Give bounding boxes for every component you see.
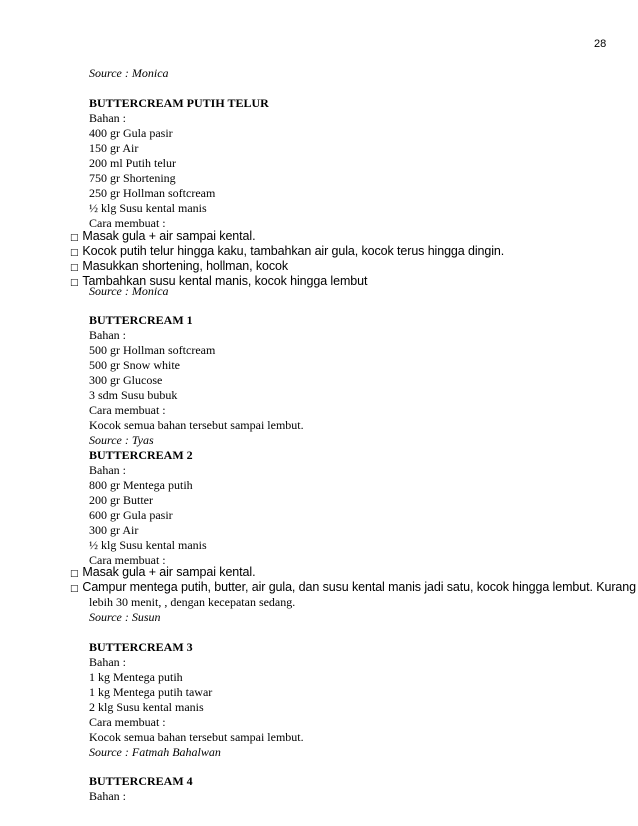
cara-label: Cara membuat : [89,216,166,230]
bullet-box-icon: □ [70,233,79,243]
ingredient-line: 500 gr Hollman softcream [89,343,216,357]
recipe-title: BUTTERCREAM 1 [89,313,193,327]
ingredient-line: 1 kg Mentega putih [89,670,183,684]
bahan-label: Bahan : [89,328,126,342]
ingredient-line: ½ klg Susu kental manis [89,538,207,552]
ingredient-line: 200 ml Putih telur [89,156,176,170]
recipe-title: BUTTERCREAM 3 [89,640,193,654]
ingredient-line: 300 gr Air [89,523,139,537]
bullet-box-icon: □ [70,248,79,258]
ingredient-line: ½ klg Susu kental manis [89,201,207,215]
step-text: Masukkan shortening, hollman, kocok [82,259,289,273]
step-text: Masak gula + air sampai kental. [82,229,256,243]
step-text: Tambahkan susu kental manis, kocok hingga lembut [82,274,368,288]
recipe-title: BUTTERCREAM 2 [89,448,193,462]
step-text: Campur mentega putih, butter, air gula, dan susu kental manis jadi satu, kocok hingga lembut. Kurang [82,580,636,594]
bullet-box-icon: □ [70,263,79,273]
bullet-box-icon: □ [70,278,79,288]
bahan-label: Bahan : [89,789,126,803]
source-line: Source : Tyas [89,433,154,447]
ingredient-line: 750 gr Shortening [89,171,176,185]
ingredient-line: 600 gr Gula pasir [89,508,173,522]
recipe-title: BUTTERCREAM PUTIH TELUR [89,96,269,110]
ingredient-line: 3 sdm Susu bubuk [89,388,178,402]
source-line: Source : Monica [89,66,169,80]
step-continuation: lebih 30 menit, , dengan kecepatan sedang. [89,595,296,609]
source-line: Source : Fatmah Bahalwan [89,745,221,759]
ingredient-line: 200 gr Butter [89,493,153,507]
page-number: 28 [594,38,607,50]
cara-label: Cara membuat : [89,403,166,417]
step-text: Masak gula + air sampai kental. [82,565,256,579]
ingredient-line: 300 gr Glucose [89,373,163,387]
bullet-box-icon: □ [70,584,79,594]
ingredient-line: 1 kg Mentega putih tawar [89,685,213,699]
bullet-box-icon: □ [70,569,79,579]
recipe-title: BUTTERCREAM 4 [89,774,193,788]
ingredient-line: 2 klg Susu kental manis [89,700,204,714]
source-line: Source : Susun [89,610,161,624]
ingredient-line: 250 gr Hollman softcream [89,186,216,200]
method-text: Kocok semua bahan tersebut sampai lembut. [89,730,304,744]
cara-label: Cara membuat : [89,715,166,729]
bahan-label: Bahan : [89,463,126,477]
bahan-label: Bahan : [89,111,126,125]
source-line: Source : Monica [89,284,169,298]
cara-label: Cara membuat : [89,553,166,567]
ingredient-line: 400 gr Gula pasir [89,126,173,140]
ingredient-line: 800 gr Mentega putih [89,478,193,492]
ingredient-line: 150 gr Air [89,141,139,155]
bahan-label: Bahan : [89,655,126,669]
ingredient-line: 500 gr Snow white [89,358,180,372]
method-text: Kocok semua bahan tersebut sampai lembut. [89,418,304,432]
step-text: Kocok putih telur hingga kaku, tambahkan air gula, kocok terus hingga dingin. [82,244,505,258]
